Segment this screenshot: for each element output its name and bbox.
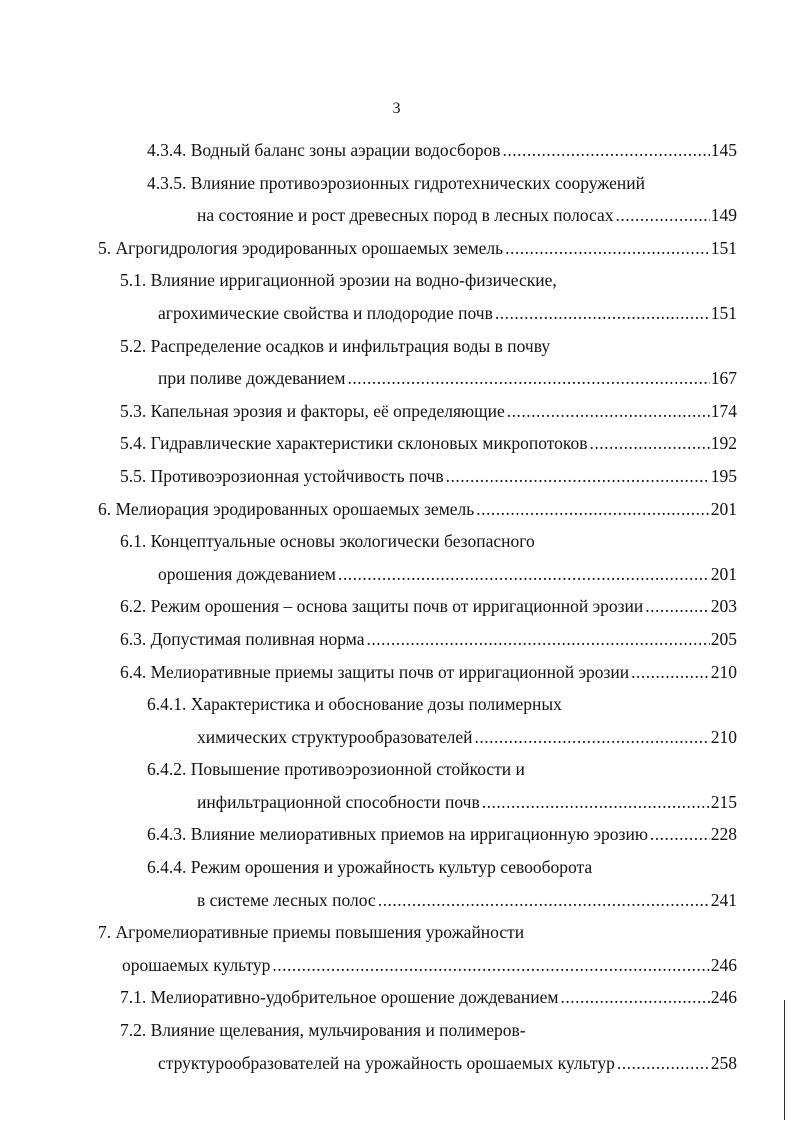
toc-entry-title: 7. Агромелиоративные приемы повышения урожайности: [98, 922, 525, 943]
dot-leader: [631, 656, 710, 689]
toc-entry-title: 6.3. Допустимая поливная норма: [120, 628, 365, 649]
dot-leader: [482, 786, 710, 819]
dot-leader: [338, 558, 710, 591]
toc-page-number: 174: [710, 400, 737, 421]
toc-entry-title: структурообразователей на урожайность орошаемых культур: [158, 1052, 615, 1073]
toc-entry-title: 5.5. Противоэрозионная устойчивость почв: [120, 465, 444, 486]
dot-leader: [590, 427, 710, 460]
toc-page-number: 210: [710, 661, 737, 682]
toc-entry[interactable]: [0, 656, 793, 689]
dot-leader: [446, 460, 710, 493]
toc-page-number: 195: [710, 465, 737, 486]
toc-entry[interactable]: [0, 134, 793, 167]
toc-entry-title: 7.1. Мелиоративно-удобрительное орошение дождеванием: [120, 987, 559, 1008]
toc-entry[interactable]: [0, 330, 793, 395]
dot-leader: [495, 297, 710, 330]
toc-entry-title: 4.3.5. Влияние противоэрозионных гидротехнических сооружений: [147, 172, 646, 193]
toc-entry-title: 5.3. Капельная эрозия и факторы, её определяющие: [120, 400, 505, 421]
toc-entry[interactable]: [0, 460, 793, 493]
toc-entry[interactable]: [0, 818, 793, 851]
toc-entry-title: 5.1. Влияние ирригационной эрозии на водно-физические,: [120, 270, 557, 291]
dot-leader: [650, 818, 710, 851]
toc-page-number: 201: [710, 563, 737, 584]
dot-leader: [645, 590, 709, 623]
toc-entry[interactable]: [0, 688, 793, 753]
toc-page-number: 145: [710, 140, 737, 160]
dot-leader: [505, 232, 710, 265]
dot-leader: [348, 362, 710, 395]
toc-page-number: 246: [710, 987, 737, 1008]
toc-page-number: 149: [710, 205, 737, 226]
toc-page-number: 228: [710, 824, 737, 845]
toc-entry-title: химических структурообразователей: [197, 726, 473, 747]
toc-page-number: 192: [710, 433, 737, 454]
toc-entry-title: 5.4. Гидравлические характеристики склоновых микропотоков: [120, 433, 588, 454]
toc-page-number: 210: [710, 726, 737, 747]
toc-entry[interactable]: [0, 493, 793, 526]
toc-page-number: 203: [710, 596, 737, 617]
dot-leader: [476, 493, 709, 526]
toc-entry[interactable]: [0, 981, 793, 1014]
dot-leader: [502, 134, 709, 167]
toc-entry-title: орошаемых культур: [122, 954, 271, 975]
toc-page-number: 151: [710, 237, 737, 258]
toc-entry[interactable]: [0, 916, 793, 981]
toc-entry-title: 7.2. Влияние щелевания, мульчирования и полимеров-: [120, 1020, 526, 1041]
toc-entry-title: 5. Агрогидрология эродированных орошаемых земель: [98, 237, 504, 258]
toc-page-number: 258: [710, 1052, 737, 1073]
toc-entry[interactable]: [0, 851, 793, 916]
toc-page-number: 246: [710, 954, 737, 975]
toc-entry-title: 4.3.4. Водный баланс зоны аэрации водосборов: [147, 140, 501, 160]
toc-page-number: 241: [710, 889, 737, 910]
toc-entry-title: инфильтрационной способности почв: [197, 791, 480, 812]
dot-leader: [616, 199, 710, 232]
toc-entry[interactable]: [0, 395, 793, 428]
toc-entry-title: агрохимические свойства и плодородие почв: [158, 302, 493, 323]
toc-entry-title: орошения дождеванием: [158, 563, 336, 584]
toc-entry[interactable]: [0, 753, 793, 818]
toc-entry-title: 6.4.1. Характеристика и обоснование дозы полимерных: [147, 694, 562, 715]
dot-leader: [272, 949, 709, 982]
toc-page-number: 215: [710, 791, 737, 812]
toc-entry-title: 6.4.2. Повышение противоэрозионной стойкости и: [147, 759, 525, 780]
toc-entry-title: в системе лесных полос: [197, 889, 376, 910]
dot-leader: [366, 623, 709, 656]
toc-page-number: 167: [710, 368, 737, 389]
dot-leader: [507, 395, 710, 428]
toc-entry[interactable]: [0, 427, 793, 460]
toc-entry[interactable]: [0, 232, 793, 265]
toc-entry-title: 6.1. Концептуальные основы экологически безопасного: [120, 531, 535, 552]
toc-page-number: 151: [710, 302, 737, 323]
toc-entry[interactable]: [0, 590, 793, 623]
toc-entry[interactable]: [0, 1014, 793, 1079]
toc-entry-title: 6. Мелиорация эродированных орошаемых земель: [98, 498, 475, 519]
toc-entry[interactable]: [0, 167, 793, 232]
toc-entry-title: 6.4.4. Режим орошения и урожайность культур севооборота: [147, 857, 593, 878]
toc-page-number: 201: [710, 498, 737, 519]
toc-entry[interactable]: [0, 623, 793, 656]
toc-entry-title: 6.4.3. Влияние мелиоративных приемов на ирригационную эрозию: [147, 824, 648, 845]
toc-entry-title: 6.2. Режим орошения – основа защиты почв от ирригационной эрозии: [120, 596, 644, 617]
dot-leader: [617, 1047, 710, 1080]
page-number: 3: [392, 100, 401, 117]
toc-entry[interactable]: [0, 525, 793, 590]
dot-leader: [561, 981, 710, 1014]
toc-entry-title: при поливе дождеванием: [158, 368, 346, 389]
table-of-contents: [0, 134, 793, 1079]
scan-edge-line: [784, 1000, 785, 1120]
toc-entry-title: 6.4. Мелиоративные приемы защиты почв от ирригационной эрозии: [120, 661, 630, 682]
dot-leader: [378, 884, 710, 917]
dot-leader: [475, 721, 710, 754]
toc-page-number: 205: [710, 628, 737, 649]
toc-entry[interactable]: [0, 264, 793, 329]
toc-entry-title: 5.2. Распределение осадков и инфильтрация воды в почву: [120, 335, 551, 356]
toc-entry-title: на состояние и рост древесных пород в лесных полосах: [197, 205, 614, 226]
